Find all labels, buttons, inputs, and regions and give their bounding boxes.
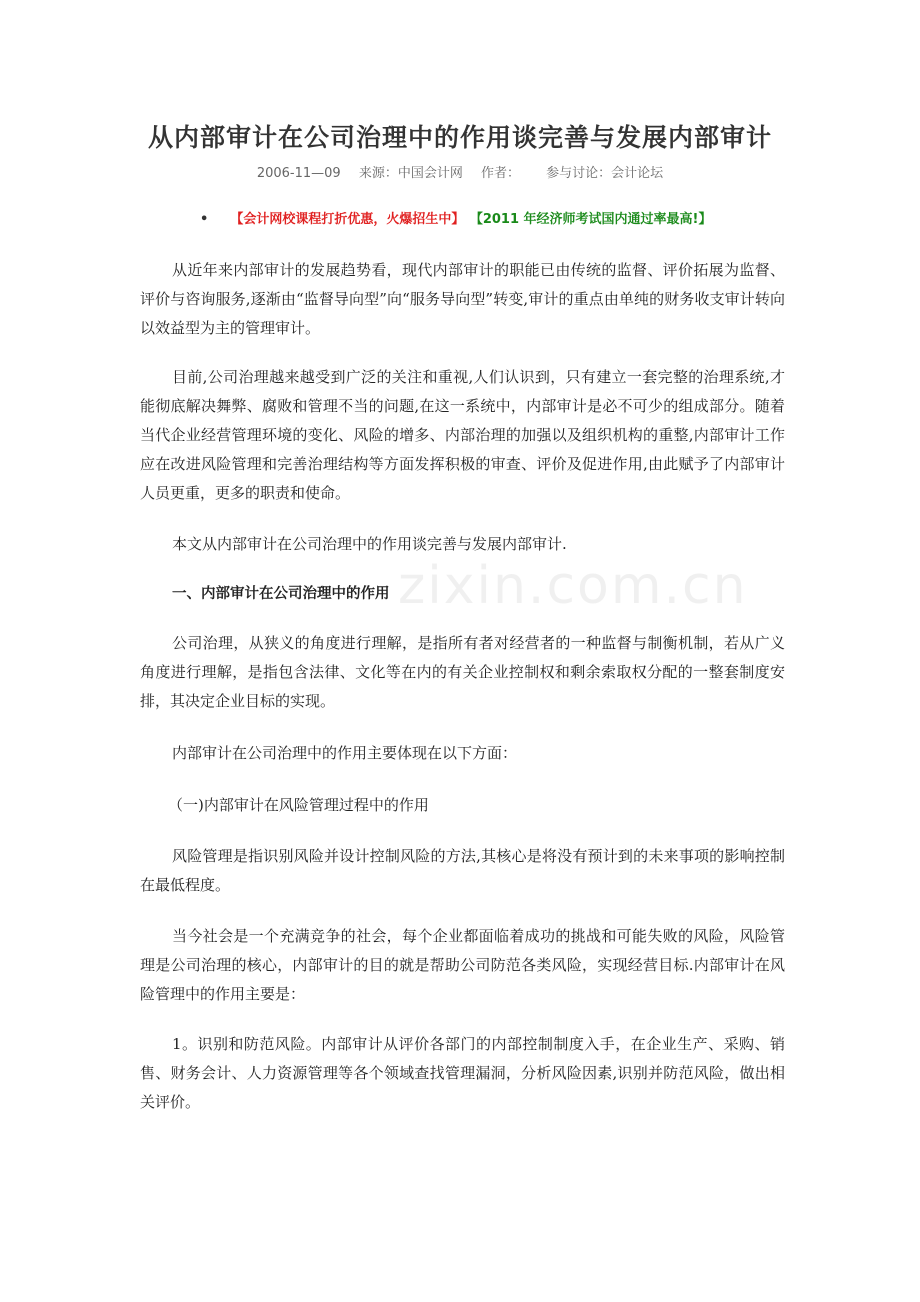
promo-banner — [200, 208, 711, 227]
article-source: 来源：中国会计网 — [358, 166, 463, 181]
watermark-text: zixin.com.cn — [398, 556, 748, 616]
article-title: 从内部审计在公司治理中的作用谈完善与发展内部审计 — [147, 123, 772, 152]
paragraph-4: 公司治理，从狭义的角度进行理解，是指所有者对经营者的一种监督与制衡机制，若从广义角度进行理解，是指包含法律、文化等在内的有关企业控制权和剩余索取权分配的一整套制度安排，其决定企业目标的实现。 — [140, 634, 785, 710]
section-heading-1: 一、内部审计在公司治理中的作用 — [172, 586, 390, 602]
subsection-heading-1: （一)内部审计在风险管理过程中的作用 — [168, 796, 429, 814]
paragraph-3: 本文从内部审计在公司治理中的作用谈完善与发展内部审计. — [172, 535, 567, 553]
publish-date: 2006-11—09 — [256, 166, 341, 181]
paragraph-2: 目前,公司治理越来越受到广泛的关注和重视,人们认识到，只有建立一套完整的治理系统,才能彻底解决舞弊、腐败和管理不当的问题,在这一系统中，内部审计是必不可少的组成部分。随着当代企业经营管理环境的变化、风险的增多、内部治理的加强以及组织机构的重整,内部审计工作应在改进风险管理和完善治理结构等方面发挥积极的审查、评价及促进作用,由此赋予了内部审计人员更重，更多的职责和使命。 — [140, 368, 785, 502]
paragraph-8: 1。识别和防范风险。内部审计从评价各部门的内部控制制度入手，在企业生产、采购、销售、财务会计、人力资源管理等各个领域查找管理漏洞，分析风险因素,识别并防范风险，做出相关评价。 — [140, 1035, 785, 1111]
bullet-icon: • — [200, 212, 209, 227]
discussion-link[interactable]: 参与讨论：会计论坛 — [546, 166, 664, 181]
paragraph-5: 内部审计在公司治理中的作用主要体现在以下方面： — [172, 744, 518, 762]
promo-link-exam-pass-rate[interactable]: 【2011 年经济师考试国内通过率最高!】 — [476, 212, 712, 227]
paragraph-7: 当今社会是一个充满竞争的社会，每个企业都面临着成功的挑战和可能失败的风险，风险管理是公司治理的核心，内部审计的目的就是帮助公司防范各类风险，实现经营目标.内部审计在风险管理中的作用主要是： — [140, 927, 785, 1003]
article-meta — [0, 162, 920, 181]
paragraph-1: 从近年来内部审计的发展趋势看，现代内部审计的职能已由传统的监督、评价拓展为监督、评价与咨询服务,逐渐由“监督导向型”向“服务导向型”转变,审计的重点由单纯的财务收支审计转向以效益型为主的管理审计。 — [140, 261, 785, 337]
paragraph-6: 风险管理是指识别风险并设计控制风险的方法,其核心是将没有预计到的未来事项的影响控制在最低程度。 — [140, 847, 785, 894]
article-author: 作者： — [480, 166, 520, 181]
promo-link-course-discount[interactable]: 【会计网校课程打折优惠，火爆招生中】 — [230, 212, 465, 227]
